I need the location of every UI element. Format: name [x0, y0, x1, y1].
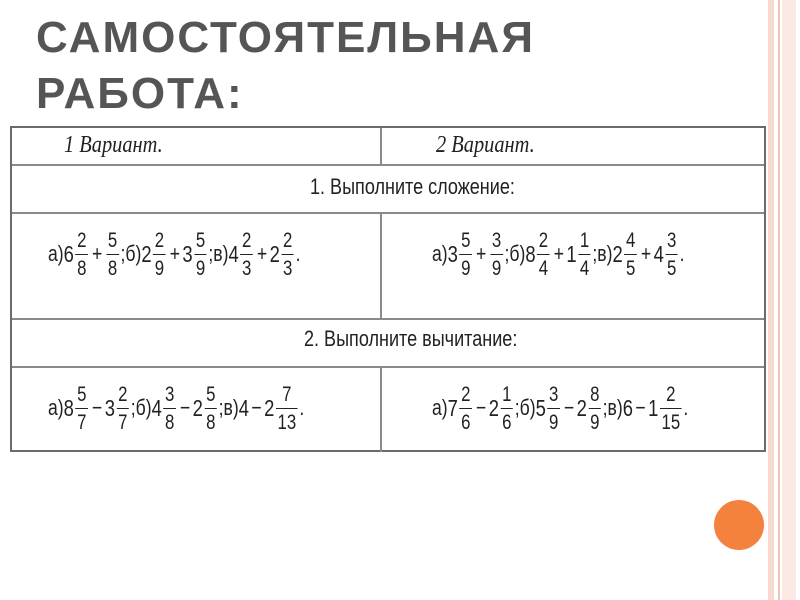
operator: − [179, 395, 191, 420]
fraction-denominator: 9 [194, 254, 207, 279]
whole-number: 6 [63, 240, 74, 267]
title-line-1: САМОСТОЯТЕЛЬНАЯ [36, 13, 535, 62]
whole-number: 2 [269, 240, 280, 267]
border-stripe [778, 0, 780, 600]
item-label: ; [120, 241, 126, 266]
table-row-divider [12, 366, 764, 368]
expression-addition-variant-2 [432, 218, 684, 290]
fraction-denominator: 3 [281, 254, 294, 279]
item-label: б) [519, 395, 536, 420]
border-stripe [768, 0, 774, 600]
operator: + [640, 241, 652, 266]
whole-number: 2 [612, 240, 623, 267]
whole-number: 2 [488, 394, 499, 421]
fraction [490, 230, 503, 279]
fraction-numerator: 5 [77, 382, 87, 406]
fraction-numerator: 3 [165, 382, 175, 406]
fraction [588, 384, 601, 433]
fraction [163, 384, 176, 433]
item-label: . [683, 395, 689, 420]
fraction [204, 384, 217, 433]
fraction [117, 384, 130, 433]
fraction [75, 230, 88, 279]
fraction-numerator: 2 [118, 382, 128, 406]
table-row-divider [12, 164, 764, 166]
whole-number: 7 [447, 394, 458, 421]
item-label: б) [125, 241, 142, 266]
operator: + [169, 241, 180, 266]
fraction-denominator: 6 [459, 408, 472, 433]
fraction-numerator: 1 [502, 382, 512, 406]
fraction-denominator: 8 [106, 254, 119, 279]
whole-number: 2 [141, 240, 152, 267]
fraction [75, 384, 88, 433]
table-column-divider [380, 212, 382, 318]
fraction [547, 384, 560, 433]
fraction-denominator: 8 [204, 408, 217, 433]
fraction [459, 384, 472, 433]
table-column-divider [380, 128, 382, 164]
fraction-numerator: 5 [107, 228, 118, 252]
fraction [501, 384, 514, 433]
whole-number: 6 [622, 394, 633, 421]
item-label: ; [218, 395, 224, 420]
fraction [660, 384, 682, 433]
title-line-2: РАБОТА: [36, 69, 244, 118]
item-label: ; [514, 395, 520, 420]
item-label: ; [592, 241, 598, 266]
variant-2-header: 2 Вариант. [436, 132, 535, 158]
whole-number: 3 [104, 394, 115, 421]
item-label: б) [135, 395, 152, 420]
fraction-numerator: 3 [549, 382, 559, 406]
item-label: а) [48, 241, 64, 266]
fraction-denominator: 9 [490, 254, 503, 279]
fraction-numerator: 5 [195, 228, 206, 252]
fraction-denominator: 8 [163, 408, 176, 433]
fraction-denominator: 6 [501, 408, 514, 433]
task-subtraction-heading: 2. Выполните вычитание: [304, 326, 518, 351]
item-label: в) [607, 395, 623, 420]
expression-addition-variant-1 [48, 218, 300, 290]
table-row-divider [12, 318, 764, 320]
item-label: . [295, 241, 301, 266]
whole-number: 4 [228, 240, 239, 267]
fraction [624, 230, 637, 279]
fraction [537, 230, 550, 279]
operator: − [476, 395, 487, 420]
fraction-denominator: 7 [117, 408, 130, 433]
expression-subtraction-variant-2 [432, 372, 688, 444]
fraction-numerator: 2 [666, 382, 676, 406]
item-label: а) [48, 395, 64, 420]
item-label: ; [504, 241, 510, 266]
operator: + [92, 241, 103, 266]
fraction-denominator: 4 [537, 254, 550, 279]
fraction-denominator: 4 [578, 254, 591, 279]
accent-dot [714, 500, 764, 550]
whole-number: 1 [566, 240, 577, 267]
fraction [459, 230, 472, 279]
item-label: ; [130, 395, 136, 420]
whole-number: 4 [653, 240, 664, 267]
fraction-denominator: 15 [660, 408, 682, 433]
operator: − [635, 395, 646, 420]
fraction [106, 230, 119, 279]
item-label: . [299, 395, 305, 420]
fraction-numerator: 4 [625, 228, 636, 252]
fraction-numerator: 2 [538, 228, 549, 252]
whole-number: 8 [525, 240, 536, 267]
variant-1-header: 1 Вариант. [64, 132, 163, 158]
operator: − [563, 395, 575, 420]
whole-number: 2 [192, 394, 203, 421]
whole-number: 3 [182, 240, 193, 267]
item-label: в) [213, 241, 229, 266]
expression-subtraction-variant-1 [48, 372, 304, 444]
item-label: а) [432, 395, 448, 420]
operator: − [92, 395, 103, 420]
fraction [276, 384, 298, 433]
table-row-divider [12, 212, 764, 214]
fraction-numerator: 5 [206, 382, 216, 406]
whole-number: 8 [63, 394, 74, 421]
fraction-numerator: 2 [241, 228, 252, 252]
exercise-table [10, 126, 766, 452]
whole-number: 4 [238, 394, 249, 421]
fraction-numerator: 3 [667, 228, 677, 252]
whole-number: 1 [648, 394, 659, 421]
fraction-numerator: 1 [579, 228, 590, 252]
item-label: в) [597, 241, 613, 266]
fraction-numerator: 3 [491, 228, 502, 252]
fraction-numerator: 7 [282, 382, 292, 406]
fraction-denominator: 5 [624, 254, 637, 279]
fraction-numerator: 2 [77, 228, 87, 252]
fraction-denominator: 9 [588, 408, 601, 433]
fraction [240, 230, 253, 279]
fraction-numerator: 2 [283, 228, 293, 252]
item-label: ; [602, 395, 608, 420]
fraction-denominator: 7 [75, 408, 88, 433]
operator: − [251, 395, 262, 420]
fraction [578, 230, 591, 279]
item-label: . [679, 241, 685, 266]
whole-number: 4 [151, 394, 162, 421]
fraction [665, 230, 678, 279]
border-stripe [782, 0, 796, 600]
operator: + [476, 241, 487, 266]
fraction-denominator: 3 [240, 254, 253, 279]
item-label: а) [432, 241, 448, 266]
fraction-numerator: 2 [154, 228, 165, 252]
fraction-denominator: 5 [665, 254, 678, 279]
item-label: б) [509, 241, 526, 266]
fraction-denominator: 8 [75, 254, 88, 279]
fraction-denominator: 13 [276, 408, 298, 433]
fraction-denominator: 9 [153, 254, 166, 279]
whole-number: 2 [264, 394, 275, 421]
fraction-numerator: 2 [461, 382, 471, 406]
fraction-numerator: 8 [590, 382, 600, 406]
fraction [281, 230, 294, 279]
whole-number: 2 [576, 394, 587, 421]
item-label: в) [223, 395, 239, 420]
item-label: ; [208, 241, 214, 266]
whole-number: 5 [535, 394, 546, 421]
fraction-numerator: 5 [461, 228, 471, 252]
fraction-denominator: 9 [459, 254, 472, 279]
page-title [36, 10, 535, 122]
table-column-divider [380, 366, 382, 452]
operator: + [553, 241, 564, 266]
whole-number: 3 [447, 240, 458, 267]
fraction-denominator: 9 [547, 408, 560, 433]
task-addition-heading: 1. Выполните сложение: [310, 174, 515, 199]
operator: + [256, 241, 268, 266]
fraction [194, 230, 207, 279]
fraction [153, 230, 166, 279]
